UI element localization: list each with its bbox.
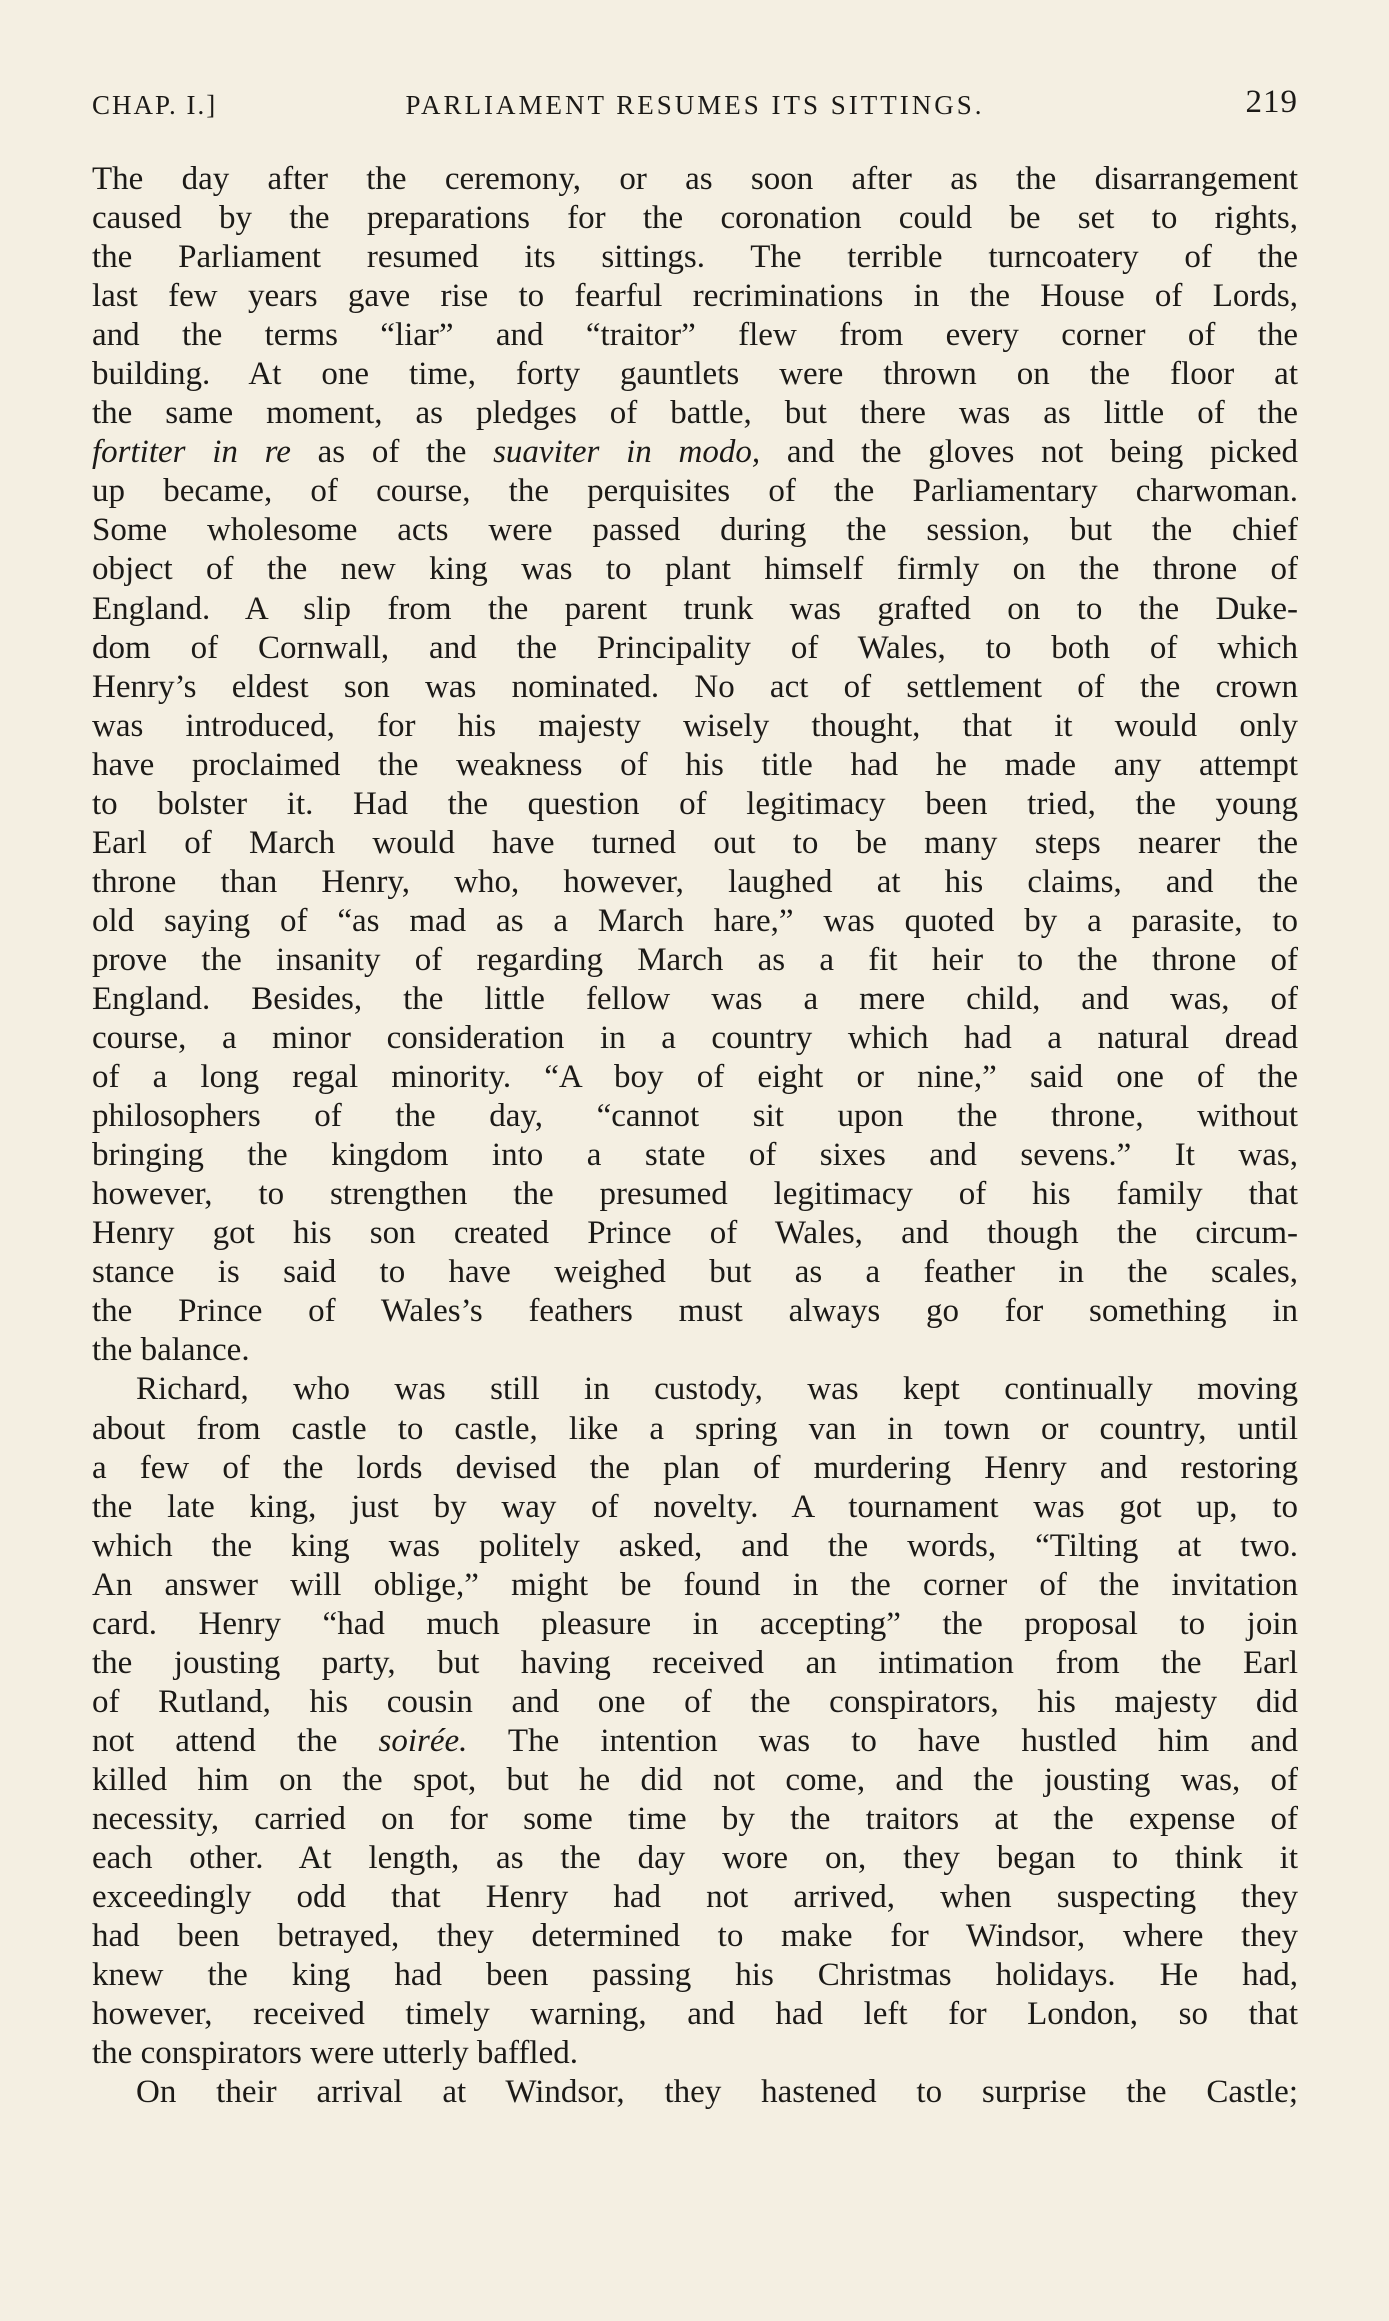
text-line: each other. At length, as the day wore on, they began to think it — [92, 1840, 1298, 1877]
text-line: philosophers of the day, “cannot sit upon the throne, without — [92, 1098, 1298, 1135]
text-line: up became, of course, the perquisites of the Parliamentary charwoman. — [92, 473, 1298, 510]
text-line: to bolster it. Had the question of legitimacy been tried, the young — [92, 785, 1298, 822]
running-title: PARLIAMENT RESUMES ITS SITTINGS. — [405, 90, 985, 120]
text-line: building. At one time, forty gauntlets were thrown on the floor at — [92, 356, 1298, 393]
text-line: killed him on the spot, but he did not come, and the jousting was, of — [92, 1761, 1298, 1798]
paragraph — [92, 160, 1298, 1370]
text-line: On their arrival at Windsor, they hastened to surprise the Castle; — [136, 2074, 1298, 2111]
text-line: Henry got his son created Prince of Wales, and though the circum- — [92, 1215, 1298, 1252]
text-line: the conspirators were utterly baffled. — [92, 2035, 578, 2072]
italic-phrase: fortiter in re — [92, 434, 291, 471]
text-line: knew the king had been passing his Christmas holidays. He had, — [92, 1957, 1298, 1994]
text-line: dom of Cornwall, and the Principality of Wales, to both of which — [92, 629, 1298, 666]
text-line: object of the new king was to plant himself firmly on the throne of — [92, 551, 1298, 588]
text-line: Earl of March would have turned out to be many steps nearer the — [92, 824, 1298, 861]
text-line: England. A slip from the parent trunk was grafted on to the Duke- — [92, 590, 1298, 627]
text-line: the jousting party, but having received an intimation from the Earl — [92, 1644, 1298, 1681]
text-line: the late king, just by way of novelty. A tournament was got up, to — [92, 1488, 1298, 1525]
text-line: Henry’s eldest son was nominated. No act of settlement of the crown — [92, 668, 1298, 705]
italic-phrase: suaviter in modo, — [493, 434, 761, 471]
text-line: not attend the soirée. The intention was to have hustled him and — [92, 1722, 1298, 1759]
text-line: bringing the kingdom into a state of sixes and sevens.” It was, — [92, 1137, 1298, 1174]
text-line: card. Henry “had much pleasure in accepting” the proposal to join — [92, 1605, 1298, 1642]
text-line: stance is said to have weighed but as a feather in the scales, — [92, 1254, 1298, 1291]
body-text — [92, 160, 1298, 2112]
running-head — [92, 84, 1298, 124]
text-line: throne than Henry, who, however, laughed at his claims, and the — [92, 863, 1298, 900]
text-line: about from castle to castle, like a spring van in town or country, until — [92, 1410, 1298, 1447]
text-line: however, to strengthen the presumed legitimacy of his family that — [92, 1176, 1298, 1213]
text-line: the Prince of Wales’s feathers must always go for something in — [92, 1293, 1298, 1330]
text-line: and the terms “liar” and “traitor” flew from every corner of the — [92, 317, 1298, 354]
text-line: the same moment, as pledges of battle, but there was as little of the — [92, 395, 1298, 432]
chapter-label: CHAP. I.] — [92, 90, 218, 120]
text-line: old saying of “as mad as a March hare,” was quoted by a parasite, to — [92, 902, 1298, 939]
text-line: caused by the preparations for the coronation could be set to rights, — [92, 200, 1298, 237]
text-line: prove the insanity of regarding March as a fit heir to the throne of — [92, 941, 1298, 978]
text-line: England. Besides, the little fellow was a mere child, and was, of — [92, 980, 1298, 1017]
page-number: 219 — [1245, 84, 1298, 120]
paragraph — [92, 2073, 1298, 2112]
text-line: the Parliament resumed its sittings. The terrible turncoatery of the — [92, 239, 1298, 276]
text-line: fortiter in re as of the suaviter in modo, and the gloves not being picked — [92, 434, 1298, 471]
paragraph — [92, 1370, 1298, 2073]
text-line: Richard, who was still in custody, was kept continually moving — [136, 1371, 1298, 1408]
text-line: was introduced, for his majesty wisely thought, that it would only — [92, 707, 1298, 744]
text-line: however, received timely warning, and had left for London, so that — [92, 1996, 1298, 2033]
text-line: of Rutland, his cousin and one of the conspirators, his majesty did — [92, 1683, 1298, 1720]
text-line: the balance. — [92, 1332, 250, 1369]
italic-phrase: soirée. — [378, 1722, 468, 1759]
text-line: The day after the ceremony, or as soon after as the disarrangement — [92, 161, 1298, 197]
text-line: which the king was politely asked, and the words, “Tilting at two. — [92, 1527, 1298, 1564]
text-line: An answer will oblige,” might be found in the corner of the invitation — [92, 1566, 1298, 1603]
text-line: necessity, carried on for some time by the traitors at the expense of — [92, 1800, 1298, 1837]
text-line: exceedingly odd that Henry had not arrived, when suspecting they — [92, 1879, 1298, 1916]
text-line: had been betrayed, they determined to make for Windsor, where they — [92, 1918, 1298, 1955]
text-line: have proclaimed the weakness of his title had he made any attempt — [92, 746, 1298, 783]
text-line: of a long regal minority. “A boy of eight or nine,” said one of the — [92, 1059, 1298, 1096]
text-line: Some wholesome acts were passed during the session, but the chief — [92, 512, 1298, 549]
text-line: last few years gave rise to fearful recriminations in the House of Lords, — [92, 278, 1298, 315]
text-line: course, a minor consideration in a country which had a natural dread — [92, 1020, 1298, 1057]
text-line: a few of the lords devised the plan of murdering Henry and restoring — [92, 1449, 1298, 1486]
